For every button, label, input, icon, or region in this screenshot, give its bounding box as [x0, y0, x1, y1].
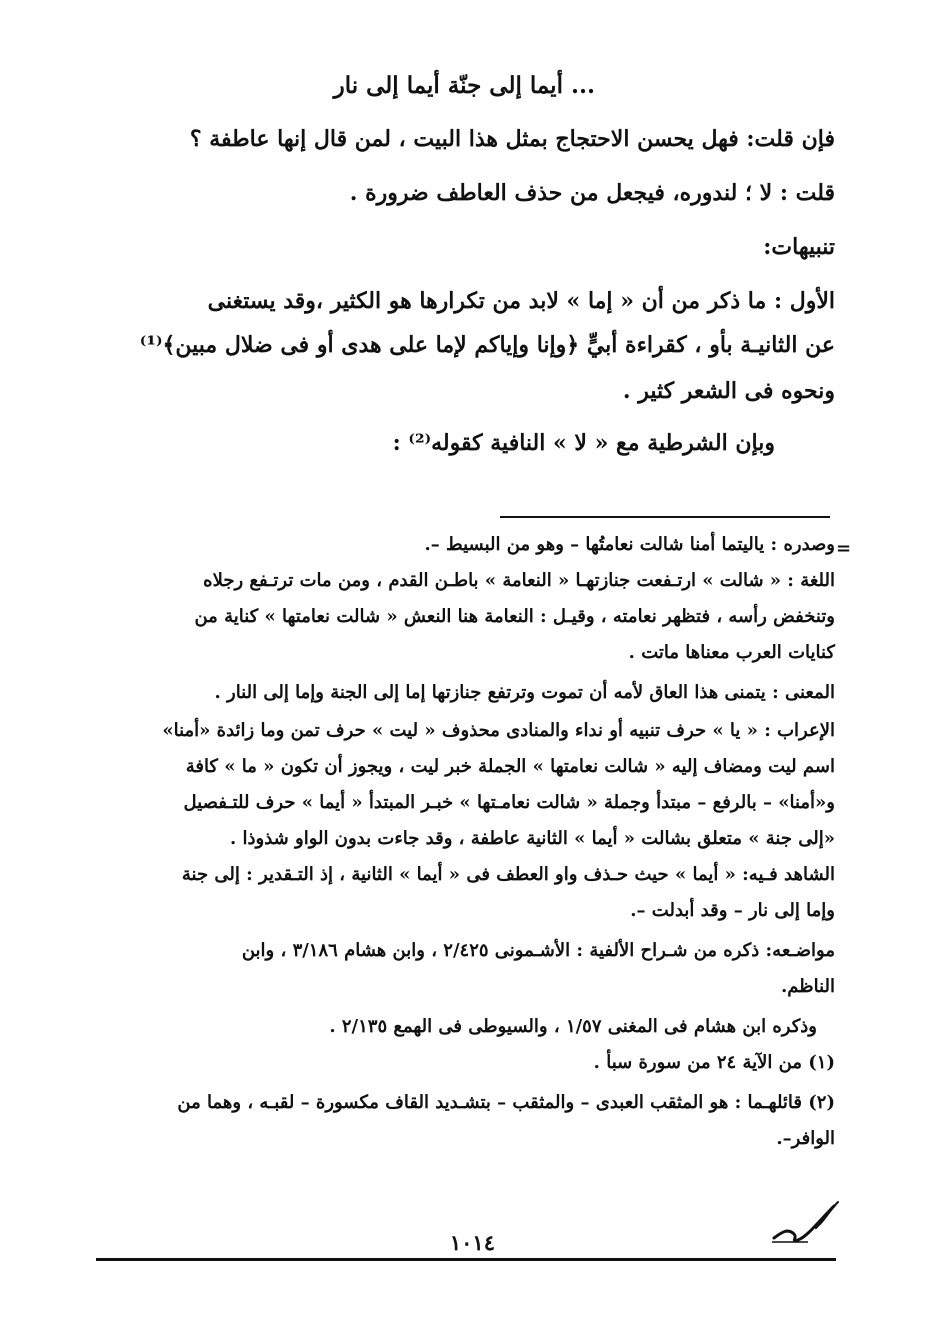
first-note-line-3: ونحوه فى الشعر كثير . — [622, 378, 835, 404]
second-note-line: وبإن الشرطية مع « لا » النافية كقوله⁽²⁾ : — [392, 430, 775, 456]
bottom-rule — [96, 1258, 836, 1261]
footnote-line: «إلى جنة » متعلق بشالت « أيما » الثانية عاطفة ، وقد جاءت بدون الواو شذوذا . — [229, 828, 835, 849]
answer-line: قلت : لا ؛ لندوره، فيجعل من حذف العاطف ضرورة . — [349, 180, 835, 206]
question-line: فإن قلت: فهل يحسن الاحتجاج بمثل هذا البيت ، لمن قال إنها عاطفة ؟ — [189, 126, 835, 152]
footnote-line: المعنى : يتمنى هذا العاق لأمه أن تموت وترتفع جنازتها إما إلى الجنة وإما إلى النار . — [214, 682, 835, 703]
footnote-separator — [500, 516, 830, 518]
continuation-marker: = — [836, 538, 852, 559]
footnote-line: الإعراب : « يا » حرف تنبيه أو نداء والمنادى محذوف « ليت » حرف تمن وما زائدة «أمنا» — [162, 720, 835, 741]
section-heading: تنبيهات: — [763, 234, 835, 260]
footnote-line: وإما إلى نار – وقد أبدلت –. — [630, 900, 835, 921]
footnote-line: و«أمنا» – بالرفع – مبتدأ وجملة « شالت نعامـتها » خبـر المبتدأ « أيما » حرف للتـفصيل — [183, 792, 835, 813]
footnote-line: كنايات العرب معناها ماتت . — [628, 642, 835, 663]
page-number: ١٠١٤ — [449, 1230, 495, 1255]
footnote-line: اللغة : « شالت » ارتـفعت جنازتهـا « النعامة » باطـن القدم ، ومن مات ترتـفع رجلاه — [203, 570, 835, 591]
footnote-line: وتنخفض رأسه ، فتظهر نعامته ، وقيـل : النعامة هنا النعش « شالت نعامتها » كناية من — [194, 606, 835, 627]
footnote-ref-2-cont: الوافر–. — [776, 1128, 835, 1149]
first-note-line-2: عن الثانيـة بأو ، كقراءة أبيٍّ ﴿وإنا وإياكم لإما على هدى أو فى ضلال مبين﴾⁽¹⁾ — [139, 332, 835, 358]
footnote-ref-2: (٢) قائلهـما : هو المثقب العبدى – والمثقب – بتشـديد القاف مكسورة – لقبـه ، وهما من — [177, 1092, 835, 1113]
footnote-line: مواضـعه: ذكره من شـراح الألفية : الأشـمونى ٢/٤٢٥ ، وابن هشام ٣/١٨٦ ، وابن — [241, 940, 835, 961]
footnote-line: الشاهد فـيه: « أيما » حيث حـذف واو العطف فى « أيما » الثانية ، إذ التـقدير : إلى جنة — [181, 864, 835, 885]
footnote-ref-1: (١) من الآية ٢٤ من سورة سبأ . — [593, 1052, 835, 1073]
footnote-line: وصدره : ياليتما أمنا شالت نعامتُها – وهو من البسيط –. — [424, 534, 835, 555]
quill-signature-icon — [768, 1198, 848, 1248]
first-note-line-1: الأول : ما ذكر من أن « إما » لابد من تكرارها هو الكثير ،وقد يستغنى — [207, 288, 835, 314]
verse-fragment: ... أيما إلى جنّة أيما إلى نار — [333, 72, 595, 99]
footnote-line: اسم ليت ومضاف إليه « شالت نعامتها » الجملة خبر ليت ، ويجوز أن تكون « ما » كافة — [185, 756, 835, 777]
footnote-line: الناظم. — [781, 976, 835, 997]
footnote-line: وذكره ابن هشام فى المغنى ١/٥٧ ، والسيوطى فى الهمع ٢/١٣٥ . — [329, 1016, 817, 1037]
